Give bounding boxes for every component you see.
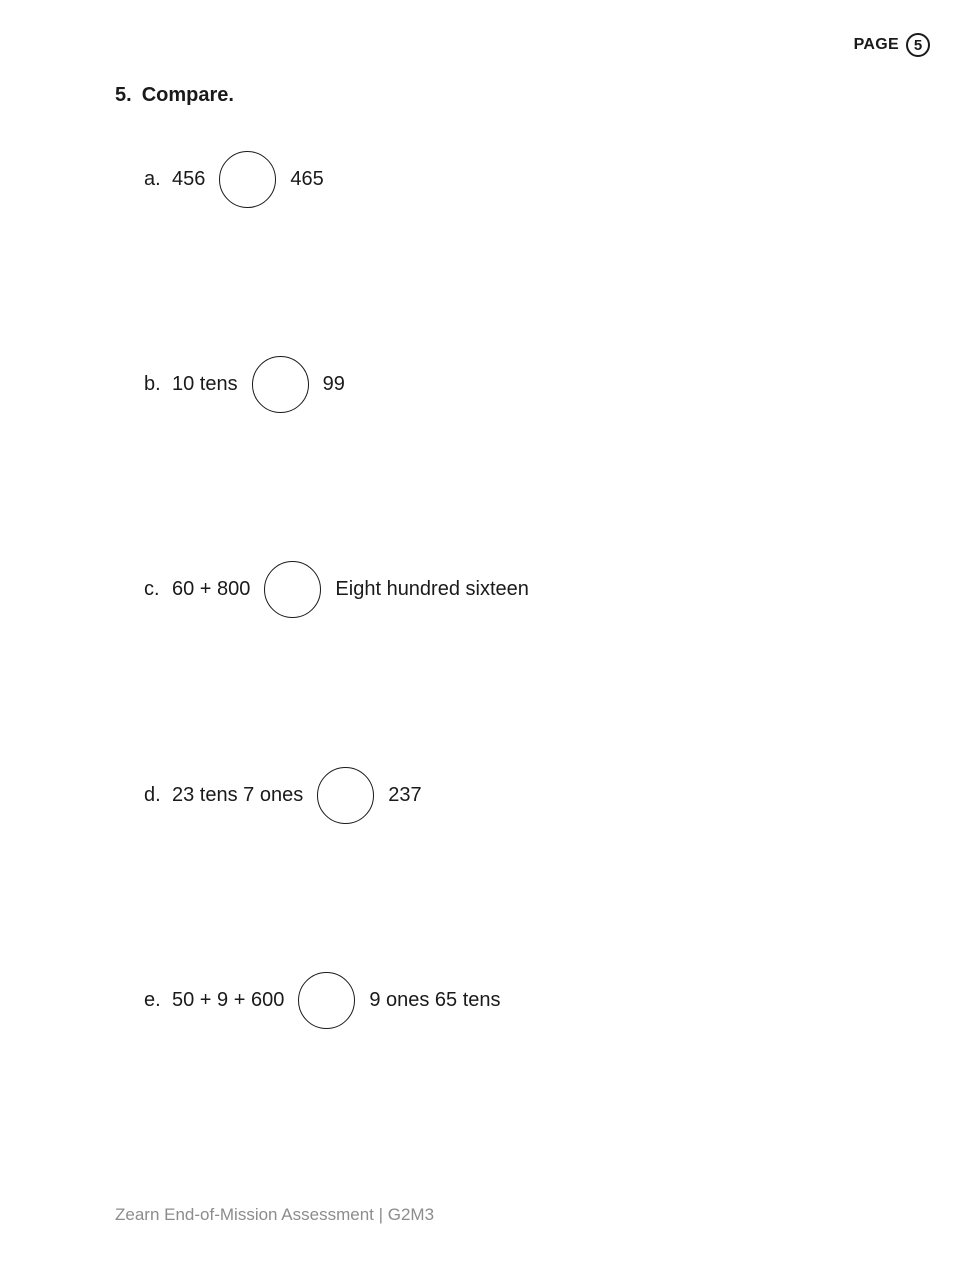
left-expression: 23 tens 7 ones	[172, 783, 304, 806]
page-label: PAGE	[853, 36, 899, 53]
left-expression: 10 tens	[172, 372, 238, 395]
right-expression: 9 ones 65 tens	[369, 988, 501, 1011]
compare-item-b	[144, 355, 345, 413]
page-number-badge: 5	[906, 33, 930, 57]
compare-item-e	[144, 971, 501, 1029]
answer-circle[interactable]	[252, 356, 309, 413]
question-prompt: Compare.	[141, 84, 234, 106]
item-letter: d.	[144, 783, 161, 806]
left-expression: 50 + 9 + 600	[172, 988, 285, 1011]
compare-item-a	[144, 150, 324, 208]
item-letter: e.	[144, 988, 161, 1011]
item-letter: a.	[144, 167, 161, 190]
right-expression: 237	[388, 783, 422, 806]
compare-item-c	[144, 560, 529, 618]
question-heading	[115, 84, 234, 107]
right-expression: 465	[290, 167, 324, 190]
item-letter: c.	[144, 577, 160, 600]
answer-circle[interactable]	[219, 151, 276, 208]
answer-circle[interactable]	[298, 972, 355, 1029]
answer-circle[interactable]	[264, 561, 321, 618]
footer-text: Zearn End-of-Mission Assessment | G2M3	[115, 1205, 435, 1224]
compare-item-d	[144, 766, 422, 824]
item-letter: b.	[144, 372, 161, 395]
left-expression: 456	[172, 167, 206, 190]
question-number: 5.	[115, 84, 132, 106]
left-expression: 60 + 800	[172, 577, 251, 600]
page-indicator	[854, 33, 930, 57]
right-expression: Eight hundred sixteen	[335, 577, 529, 600]
answer-circle[interactable]	[317, 767, 374, 824]
right-expression: 99	[322, 372, 345, 395]
